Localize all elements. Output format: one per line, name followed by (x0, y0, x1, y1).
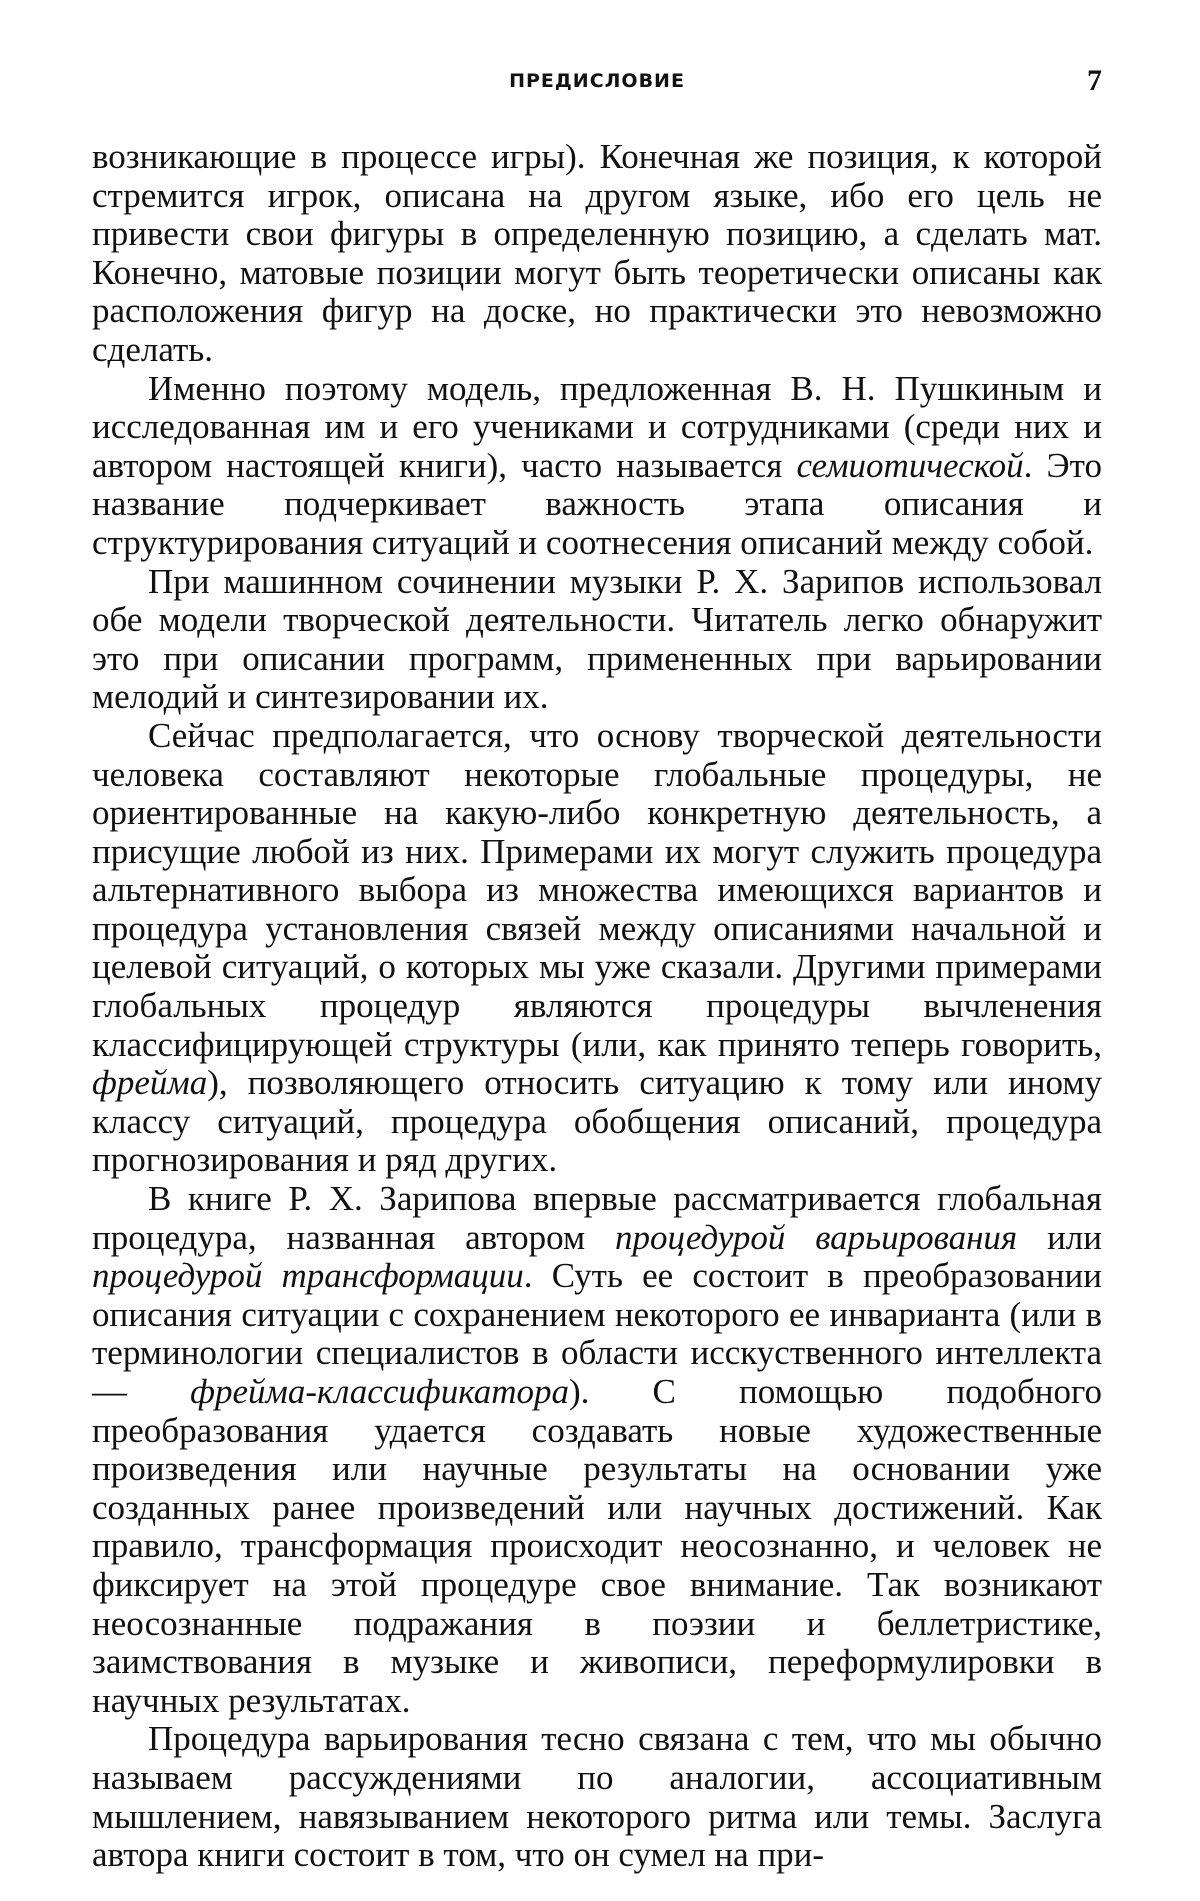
italic-term: семиотической (796, 445, 1024, 485)
italic-term: фрейма (92, 1063, 208, 1103)
book-page (92, 60, 1103, 1875)
text-run: ). С помощью подобного преобразования удается создавать новые художественные произведения или научные результаты на основании уже созданных ранее произведений или научных достижений. Как правило, трансформация происходит неосознанно, и человек не фиксирует на этой процедуре свое внимание. Так возникают неосознанные подражания в поэзии и беллетристике, заимствования в музыке и живописи, переформулировки в научных результатах. (92, 1372, 1103, 1720)
text-run: Сейчас предполагается, что основу творческой деятельности человека составляют некоторые глобальные процедуры, не ориентированные на какую-либо конкретную деятельность, а присущие любой из них. Примерами их могут служить процедура альтернативного выбора из множества имеющихся вариантов и процедура установления связей между описаниями начальной и целевой ситуаций, о которых мы уже сказали. Другими примерами глобальных процедур являются процедуры вычленения классифицирующей структуры (или, как принято теперь говорить, (92, 715, 1102, 1064)
text-run: В книге Р. Х. Зарипова впервые рассматривается глобальная процедура, названная автором (92, 1179, 1102, 1257)
text-run: . Это название подчеркивает важность этапа описания и структурирования ситуаций и соотнесения описаний между собой. (92, 445, 1102, 562)
paragraph (92, 370, 1102, 563)
paragraph (92, 1720, 1102, 1874)
italic-term: процедурой варьирования (615, 1217, 1018, 1257)
page-number: 7 (1087, 64, 1102, 97)
text-run: При машинном сочинении музыки Р. Х. Зарипов использовал обе модели творческой деятельности. Читатель легко обнаружит это при описании программ, примененных при варьировании мелодий и синтезировании их. (92, 561, 1102, 717)
paragraph (92, 717, 1102, 1180)
italic-term: процедурой трансформации (92, 1256, 524, 1296)
italic-term: фрейма-классификатора (190, 1372, 569, 1411)
text-run: возникающие в процессе игры). Конечная же позиция, к которой стремится игрок, описана на другом языке, ибо его цель не привести свои фигуры в определенную позицию, а сделать мат. Конечно, матовые позиции могут быть теоретически описаны как расположения фигур на доске, но практически это невозможно сделать. (92, 137, 1102, 369)
text-run: . Суть ее состоит в преобразовании описания ситуации с сохранением некоторого ее инварианта (или в терминологии специалистов в области исскуственного интеллекта — (92, 1256, 1102, 1411)
body-text (92, 138, 1102, 1875)
running-header (92, 60, 1102, 110)
paragraph (92, 1180, 1102, 1720)
paragraph (92, 563, 1102, 717)
text-run: Процедура варьирования тесно связана с тем, что мы обычно называем рассуждениями по аналогии, ассоциативным мышлением, навязыванием некоторого ритма или темы. Заслуга автора книги состоит в том, что он сумел на при- (92, 1719, 1102, 1875)
running-head-title: ПРЕДИСЛОВИЕ (509, 70, 685, 92)
text-run: ), позволяющего относить ситуацию к тому или иному классу ситуаций, процедура обобщения описаний, процедура прогнозирования и ряд других. (92, 1063, 1102, 1180)
text-run: Именно поэтому модель, предложенная В. Н. Пушкиным и исследованная им и его учениками и сотрудниками (среди них и автором настоящей книги), часто называется (92, 368, 1102, 485)
text-run: или (1017, 1217, 1102, 1257)
paragraph (92, 138, 1102, 370)
